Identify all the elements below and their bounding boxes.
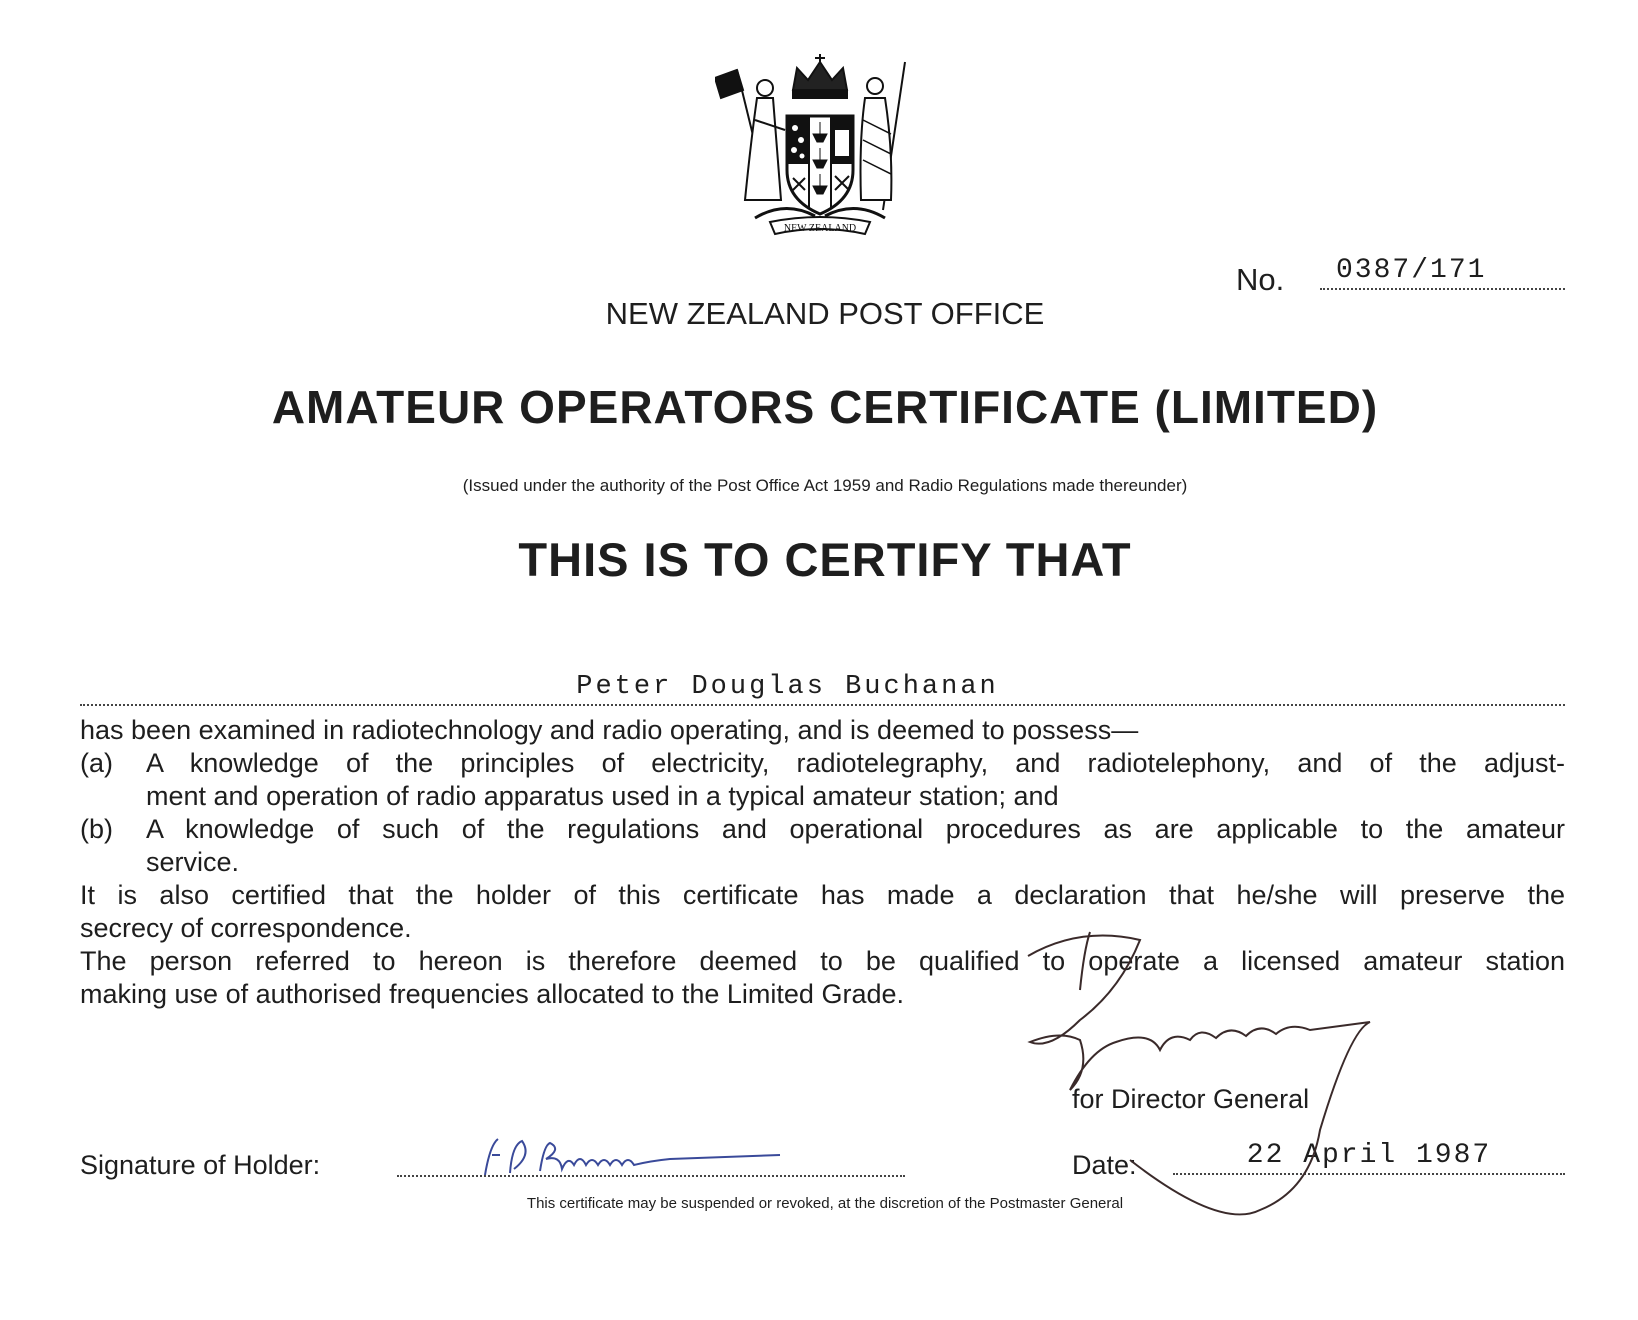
certificate-number: 0387/171	[1320, 255, 1565, 290]
revocation-note: This certificate may be suspended or revoked, at the discretion of the Postmaster General	[526, 1195, 1124, 1212]
certify-heading: THIS IS TO CERTIFY THAT	[518, 533, 1132, 586]
signature-label: Signature of Holder:	[80, 1150, 321, 1180]
intro-text: has been examined in radiotechnology and radio operating, and is deemed to possess—	[80, 715, 1139, 745]
agency-name: NEW ZEALAND POST OFFICE	[605, 296, 1045, 331]
item-text-line: service.	[146, 847, 240, 877]
item-text-line: ment and operation of radio apparatus used in a typical amateur station; and	[146, 781, 1059, 811]
qualified-text-line: making use of authorised frequencies allocated to the Limited Grade.	[80, 979, 904, 1009]
coat-of-arms-icon	[715, 50, 925, 250]
authority-note: (Issued under the authority of the Post Office Act 1959 and Radio Regulations made thereunder)	[462, 476, 1188, 495]
director-signature	[1020, 930, 1440, 1280]
item-text-line: A knowledge of the principles of electricity, radiotelegraphy, and radiotelephony, and of the adjust-	[146, 748, 1565, 778]
item-marker: (a)	[80, 748, 113, 778]
for-director-general: for Director General	[1072, 1084, 1310, 1114]
certificate-number-label: No.	[1236, 262, 1285, 297]
issue-date: 22 April 1987	[1173, 1140, 1565, 1175]
item-marker: (b)	[80, 814, 113, 844]
holder-name: Peter Douglas Buchanan	[80, 672, 1565, 706]
certificate-title: AMATEUR OPERATORS CERTIFICATE (LIMITED)	[271, 381, 1379, 433]
date-label: Date:	[1072, 1150, 1137, 1180]
list-item	[80, 747, 1565, 813]
qualified-text-line: The person referred to hereon is therefore deemed to be qualified to operate a licensed amateur station	[80, 946, 1565, 976]
list-item	[80, 813, 1565, 879]
secrecy-text-line: secrecy of correspondence.	[80, 913, 412, 943]
holder-signature	[470, 1125, 790, 1185]
secrecy-text-line: It is also certified that the holder of this certificate has made a declaration that he/she will preserve the	[80, 880, 1565, 910]
crest-motto: NEW ZEALAND	[783, 223, 857, 234]
item-text-line: A knowledge of such of the regulations and operational procedures as are applicable to the amateur	[146, 814, 1565, 844]
